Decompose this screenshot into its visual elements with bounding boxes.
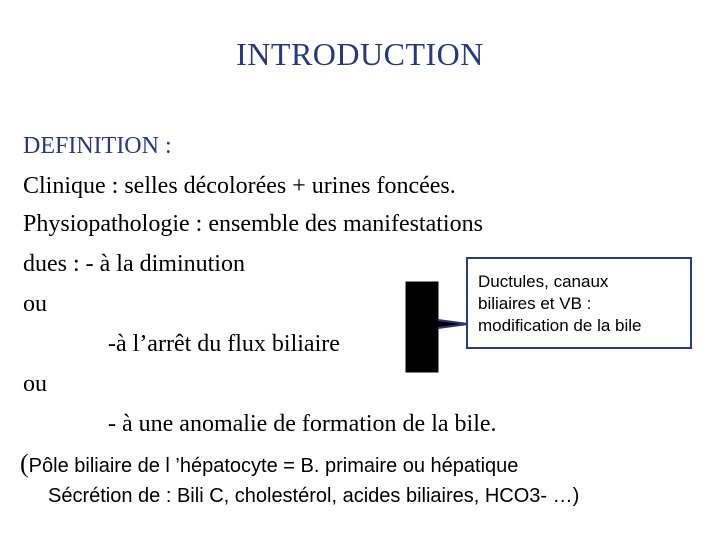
- anomalie-line: - à une anomalie de formation de la bile.: [108, 411, 497, 437]
- slide-title: INTRODUCTION: [236, 36, 484, 72]
- bracket-shape: [406, 282, 468, 372]
- note-line-1: [20, 450, 518, 480]
- bracket-arrow-icon: [400, 280, 470, 375]
- ou-line-2: ou: [23, 371, 47, 397]
- note-line-1-text: Pôle biliaire de l ’hépatocyte = B. primaire ou hépatique: [28, 455, 519, 477]
- note-open-paren: (: [20, 449, 29, 478]
- callout-line-2: biliaires et VB :: [478, 294, 592, 313]
- physiopathologie-line: Physiopathologie : ensemble des manifestations: [23, 211, 483, 237]
- callout-line-1: Ductules, canaux: [478, 272, 609, 291]
- ou-line-1: ou: [23, 291, 47, 317]
- callout-box: [466, 257, 692, 349]
- definition-label: DEFINITION :: [23, 133, 172, 159]
- clinique-line: Clinique : selles décolorées + urines foncées.: [23, 173, 456, 199]
- arret-line: -à l’arrêt du flux biliaire: [108, 331, 340, 357]
- callout-line-3: modification de la bile: [478, 316, 642, 335]
- note-line-2: Sécrétion de : Bili C, cholestérol, acides biliaires, HCO3- …): [48, 485, 580, 507]
- diminution-line: dues : - à la diminution: [23, 251, 245, 277]
